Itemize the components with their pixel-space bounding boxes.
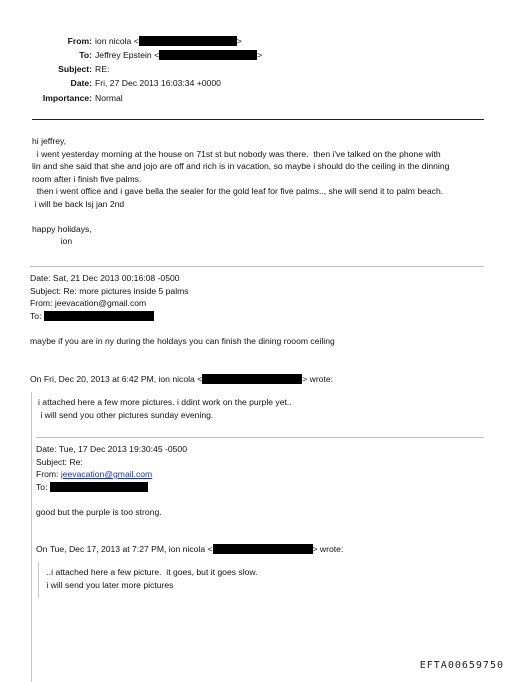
to-label: To:: [79, 50, 92, 60]
body-line: room after i finish five palms.: [32, 173, 142, 184]
quoted-line: i will send you other pictures sunday evening.: [38, 409, 214, 420]
redaction-box: [159, 50, 257, 60]
redaction-box: [139, 36, 237, 46]
to-name: Jeffrey Epstein <: [95, 50, 160, 60]
quoted-message-4: [44, 566, 258, 591]
quoted-line: i attached here a few more pictures. i ddint work on the purple yet..: [38, 397, 292, 407]
body-line: hi jeffrey,: [32, 136, 67, 146]
quoted-from: From: jeevacation@gmail.com: [30, 298, 147, 308]
date-value: Fri, 27 Dec 2013 16:03:34 +0000: [95, 78, 221, 88]
subject-label: Subject:: [58, 64, 92, 74]
quoted-to-label: To:: [30, 310, 42, 321]
document-id: EFTA00659750: [419, 659, 504, 671]
header-to-row: [0, 49, 512, 62]
quoted-intro-2: [36, 543, 343, 556]
importance-label: Importance:: [42, 93, 92, 103]
quoted-line: ..i attached here a few picture. it goes, but it goes slow.: [44, 567, 258, 577]
quoted-from-label: From:: [36, 469, 61, 479]
to-tail: >: [257, 50, 263, 60]
message-body: [32, 135, 449, 248]
from-value: [95, 35, 242, 48]
quoted-message-3: [36, 443, 187, 493]
importance-value: Normal: [95, 93, 123, 103]
quoted-subject: Subject: Re: more pictures inside 5 palms: [30, 285, 189, 296]
redaction-box: [213, 544, 313, 554]
body-line: i will be back lsj jan 2nd: [32, 198, 125, 209]
redaction-box: [44, 311, 154, 321]
intro-tail: > wrote:: [312, 544, 344, 554]
to-value: [95, 49, 262, 62]
redaction-box: [50, 482, 148, 492]
quoted-to-row: [30, 310, 189, 323]
from-label: From:: [67, 36, 92, 46]
quoted-to-label: To:: [36, 481, 48, 492]
body-line: happy holidays,: [32, 223, 92, 234]
quoted-message-2: [38, 396, 292, 421]
header-divider: [32, 119, 484, 120]
header-date-row: [0, 77, 512, 90]
quoted-line: i will send you later more pictures: [44, 579, 174, 590]
intro-text: On Tue, Dec 17, 2013 at 7:27 PM, ion nicola <: [36, 544, 213, 554]
header-from-row: [0, 35, 512, 48]
quoted-message-1: [30, 272, 189, 322]
quoted-intro-1: [30, 373, 333, 386]
quoted-date: Date: Tue, 17 Dec 2013 19:30:45 -0500: [36, 444, 187, 454]
from-tail: >: [236, 36, 242, 46]
quoted-subject: Subject: Re:: [36, 456, 83, 467]
header-subject-row: [0, 63, 512, 76]
quoted-message-1-text: [30, 335, 335, 348]
body-line: lin and she said that she and jojo are off and rich is in vacation, so maybe i should do the ceiling in the dinning: [32, 161, 450, 171]
date-label: Date:: [70, 78, 92, 88]
quote-divider: [36, 437, 484, 438]
quoted-to-row: [36, 481, 187, 494]
email-link[interactable]: jeevacation@gmail.com: [60, 469, 153, 479]
quoted-line: good but the purple is too strong.: [36, 507, 162, 517]
body-line: i went yesterday morning at the house on 71st st but nobody was there. then i've talked on the phone with: [32, 148, 441, 159]
body-line: ion: [32, 236, 73, 246]
quoted-date: Date: Sat, 21 Dec 2013 00:16:08 -0500: [30, 273, 180, 283]
intro-tail: > wrote:: [302, 374, 334, 384]
quoted-line: maybe if you are in ny during the holdays you can finish the dining rooom ceiling: [30, 336, 335, 346]
header-importance-row: [0, 92, 512, 105]
quoted-from-row: [36, 468, 187, 481]
redaction-box: [202, 374, 302, 384]
quote-divider: [30, 266, 484, 267]
subject-value: RE:: [95, 64, 110, 74]
quote-bar: [31, 392, 32, 682]
intro-text: On Fri, Dec 20, 2013 at 6:42 PM, ion nicola <: [30, 374, 203, 384]
from-name: ion nicola <: [95, 36, 139, 46]
quoted-message-3-text: [36, 506, 162, 519]
body-line: [32, 210, 449, 223]
body-line: then i went office and i gave bella the sealer for the gold leaf for five palms.., she will send it to palm beach.: [32, 186, 444, 196]
quote-bar: [38, 562, 39, 598]
